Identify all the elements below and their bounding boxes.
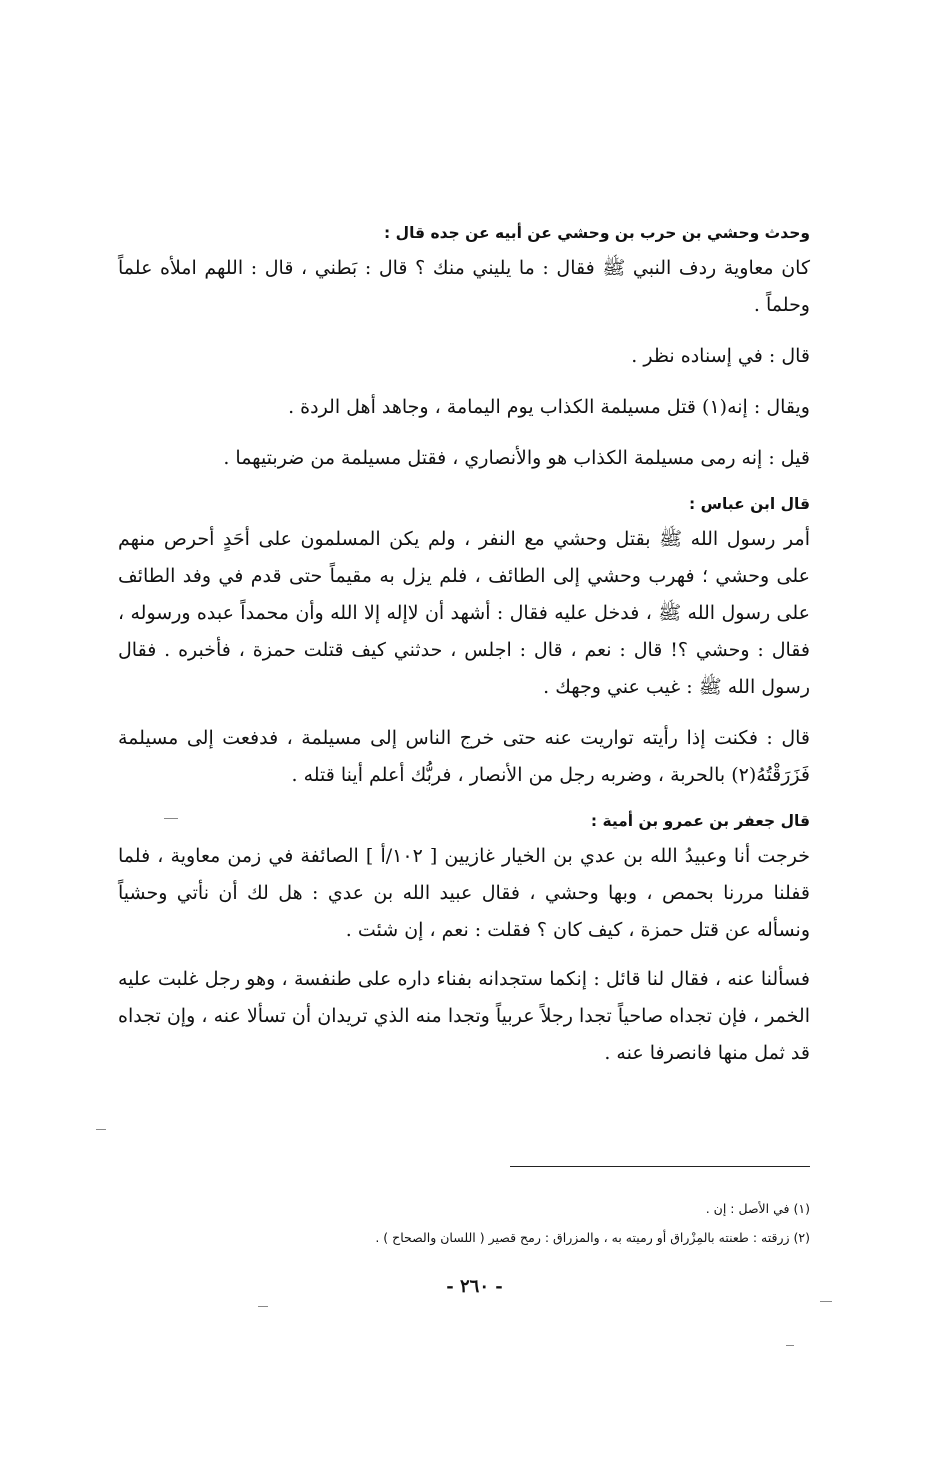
paragraph-wahshi-flight: أمر رسول الله ﷺ بقتل وحشي مع النفر ، ولم يكن المسلمون على أحَدٍ أحرص منهم على وحشي ؛ فهرب وحشي إلى الطائف ، فلم يزل به مقيماً حتى قدم في وفد الطائف على رسول الله ﷺ ، فدخل عليه فقال : أشهد أن لاإله إلا الله وأن محمداً عبده ورسوله ، فقال : وحشي ؟! قال : نعم ، قال : اجلس ، حدثني كيف قتلت حمزة ، فأخبره . فقال رسول الله ﷺ : غيب عني وجهك . — [118, 528, 810, 698]
section-heading-ibn-abbas: قال ابن عباس : — [688, 495, 810, 513]
scan-speck — [96, 1129, 106, 1130]
footnote-1: (١) في الأصل : إن . — [705, 1201, 810, 1216]
paragraph-musaylima-killing: ويقال : إنه(١) قتل مسيلمة الكذاب يوم اليمامة ، وجاهد أهل الردة . — [288, 396, 810, 418]
page-number: - ٢٦٠ - — [446, 1276, 503, 1297]
footnote-2: (٢) زرقته : طعنته بالمِزْراق أو رميته به ، والمزراق : رمح قصير ( اللسان والصحاح ) . — [375, 1230, 810, 1245]
scan-speck — [258, 1306, 268, 1307]
paragraph-isnad-note: قال : في إسناده نظر . — [631, 345, 810, 367]
paragraph-asking-about-wahshi: فسألنا عنه ، فقال لنا قائل : إنكما ستجدانه بفناء داره على طنفسة ، وهو رجل غلبت عليه الخمر ، فإن تجداه صاحياً تجدا رجلاً عربياً وتجدا منه الذي تريدان أن تسألا عنه ، وإن تجداه قد ثمل منها فانصرفا عنه . — [118, 968, 810, 1064]
main-text — [118, 220, 810, 1084]
scan-speck — [164, 818, 178, 819]
scan-speck — [786, 1345, 794, 1346]
scan-speck — [820, 1301, 832, 1302]
footnotes — [118, 1194, 810, 1252]
section-heading-jafar-ibn-amr: قال جعفر بن عمرو بن أمية : — [590, 812, 810, 830]
paragraph-homs-journey: خرجت أنا وعبيدُ الله بن عدي بن الخيار غازيين [ ١٠٢/أ ] الصائفة في زمن معاوية ، فلما قفلنا مررنا بحمص ، وبها وحشي ، فقال عبيد الله بن عدي : هل لك أن نأتي وحشياً ونسأله عن قتل حمزة ، كيف كان ؟ فقلت : نعم ، إن شئت . — [118, 845, 810, 941]
paragraph-ansari-strike: قيل : إنه رمى مسيلمة الكذاب هو والأنصاري ، فقتل مسيلمة من ضربتيهما . — [223, 447, 810, 469]
footnote-divider — [510, 1166, 810, 1167]
paragraph-muawiya-radif: كان معاوية ردف النبي ﷺ فقال : ما يليني منك ؟ قال : بَطني ، قال : اللهم املأه علماً وحلماً . — [118, 257, 810, 316]
paragraph-spear-throw: قال : فكنت إذا رأيته تواريت عنه حتى خرج الناس إلى مسيلمة ، فدفعت إلى مسيلمة فَزَرَقْتُهُ(٢) بالحربة ، وضربه رجل من الأنصار ، فربُّك أعلم أينا قتله . — [118, 727, 810, 786]
section-heading-wahshi-narration: وحدث وحشي بن حرب بن وحشي عن أبيه عن جده قال : — [384, 224, 810, 242]
